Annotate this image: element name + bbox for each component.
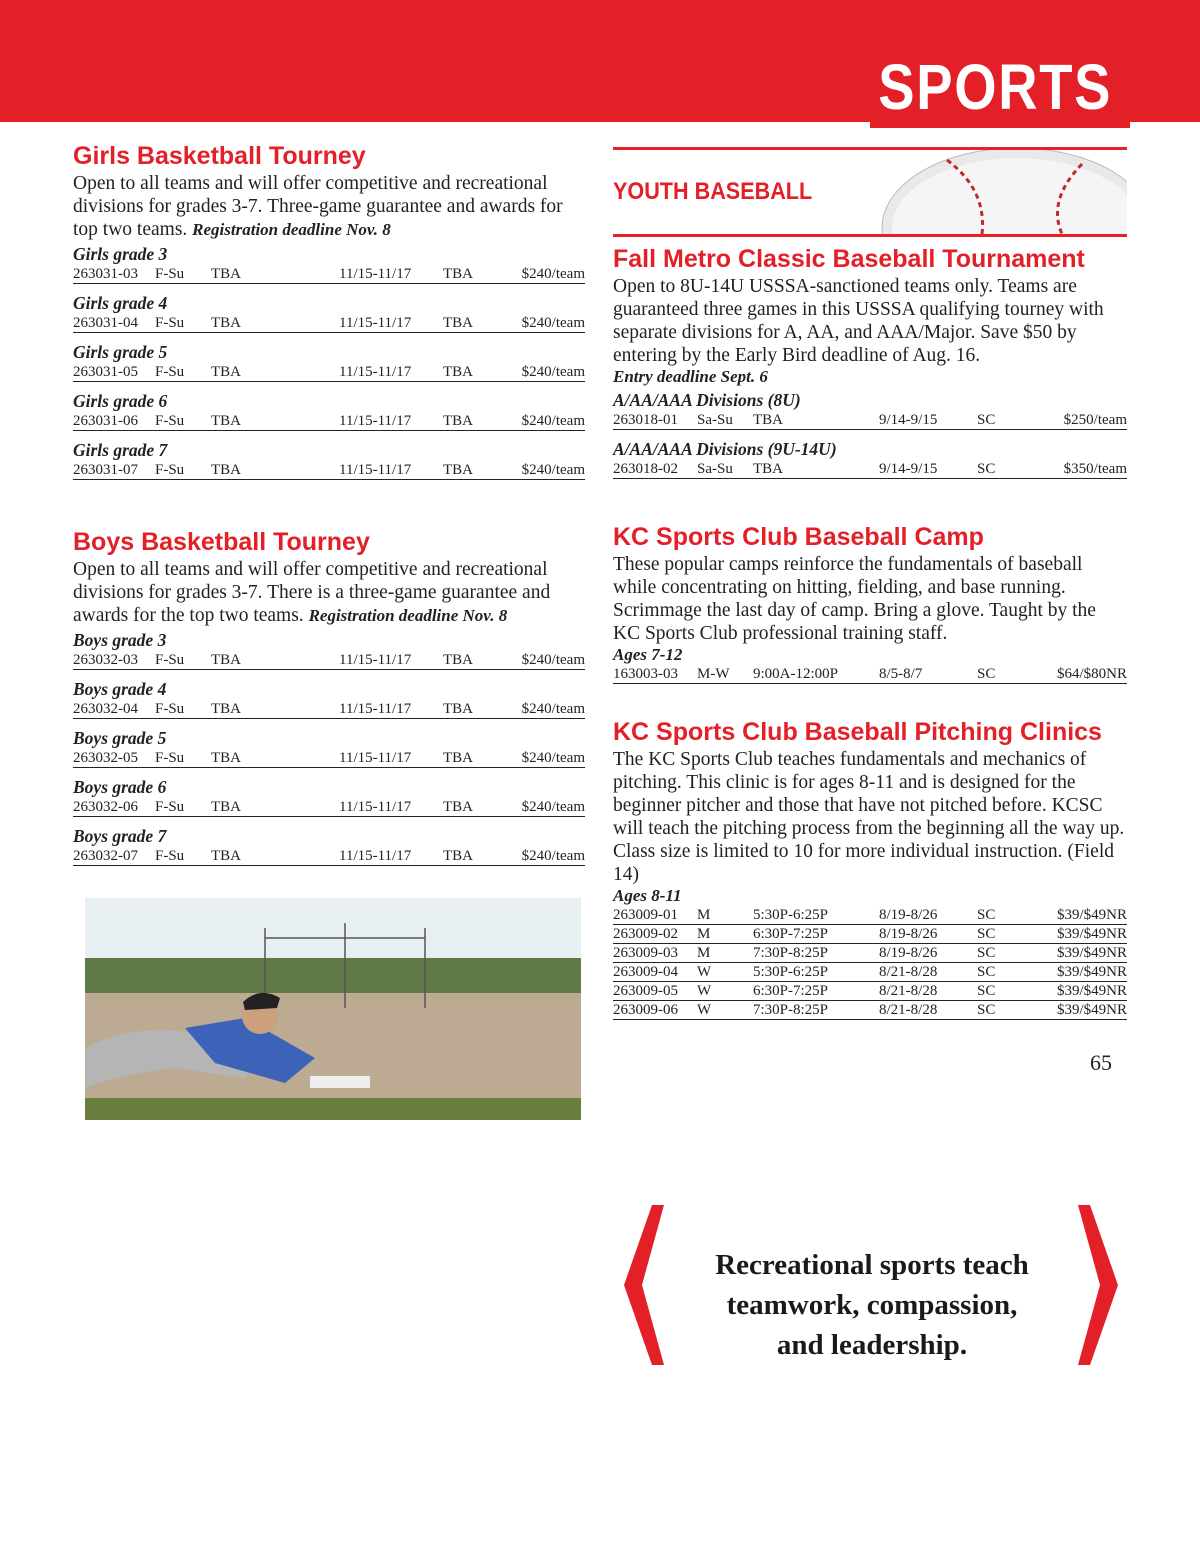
baseball-icon [867, 150, 1127, 234]
girls-tourney-title: Girls Basketball Tourney [73, 142, 366, 170]
group-label: Boys grade 6 [73, 777, 167, 797]
table-row: 263031-05 F-Su TBA 11/15-11/17 TBA $240/team [73, 364, 585, 380]
table-row: 263009-05 W 6:30P-7:25P 8/21-8/28 SC $39/$49NR [613, 983, 1127, 999]
section-title: SPORTS [878, 51, 1112, 123]
table-row: 263032-03 F-Su TBA 11/15-11/17 TBA $240/team [73, 652, 585, 668]
girls-tourney-desc: Open to all teams and will offer competitive and recreational divisions for grades 3-7. Three-game guarantee and awards for top two teams. Registration deadline Nov. 8 [73, 173, 563, 240]
quote-text: Recreational sports teach teamwork, compassion, and leadership. [715, 1249, 1029, 1361]
table-row: 263018-01 Sa-Su TBA 9/14-9/15 SC $250/team [613, 412, 1127, 428]
left-column [73, 140, 585, 872]
table-row: 263031-04 F-Su TBA 11/15-11/17 TBA $240/team [73, 315, 585, 331]
group-label: Boys grade 3 [73, 630, 167, 650]
fall-metro-title: Fall Metro Classic Baseball Tournament [613, 245, 1085, 273]
girls-schedule [73, 243, 585, 486]
boys-tourney [73, 526, 585, 872]
table-row: 263009-01 M 5:30P-6:25P 8/19-8/26 SC $39/$49NR [613, 907, 1127, 923]
camp-title: KC Sports Club Baseball Camp [613, 523, 984, 551]
group-label: A/AA/AAA Divisions (8U) [613, 390, 801, 410]
clinics-schedule [613, 906, 1127, 1020]
group-label: Girls grade 6 [73, 391, 168, 411]
youth-baseball-banner [613, 147, 1127, 237]
table-row: 263031-06 F-Su TBA 11/15-11/17 TBA $240/team [73, 413, 585, 429]
page-number: 65 [1090, 1050, 1112, 1075]
table-row: 263032-07 F-Su TBA 11/15-11/17 TBA $240/team [73, 848, 585, 864]
group-label: Girls grade 4 [73, 293, 168, 313]
clinics-ages: Ages 8-11 [613, 886, 682, 905]
table-row: 263032-05 F-Su TBA 11/15-11/17 TBA $240/team [73, 750, 585, 766]
table-row: 263009-02 M 6:30P-7:25P 8/19-8/26 SC $39/$49NR [613, 926, 1127, 942]
fall-metro-schedule [613, 389, 1127, 485]
camp-ages: Ages 7-12 [613, 645, 683, 664]
photo-visible [85, 898, 581, 1120]
table-row: 263009-04 W 5:30P-6:25P 8/21-8/28 SC $39/$49NR [613, 964, 1127, 980]
boys-tourney-desc: Open to all teams and will offer competitive and recreational divisions for grades 3-7. There is a three-game guarantee and awards for the top two teams. Registration deadline Nov. 8 [73, 559, 551, 626]
fall-metro-deadline: Entry deadline Sept. 6 [613, 367, 768, 386]
pull-quote [612, 1205, 1130, 1365]
table-row: 263009-03 M 7:30P-8:25P 8/19-8/26 SC $39/$49NR [613, 945, 1127, 961]
clinics-desc: The KC Sports Club teaches fundamentals and mechanics of pitching. This clinic is for ages 8-11 and is designed for the beginner pitcher and those that have not pitched before. KCSC will teach the pitching process from the beginning all the way up. Class size is limited to 10 for more individual instruction. (Field 14) [613, 749, 1125, 885]
group-label: Girls grade 7 [73, 440, 168, 460]
group-label: Girls grade 5 [73, 342, 168, 362]
group-label: Boys grade 4 [73, 679, 167, 699]
group-label: Boys grade 7 [73, 826, 167, 846]
table-row: 263018-02 Sa-Su TBA 9/14-9/15 SC $350/team [613, 461, 1127, 477]
youth-baseball-title: YOUTH BASEBALL [613, 178, 813, 205]
clinics-title: KC Sports Club Baseball Pitching Clinics [613, 718, 1102, 746]
right-bracket-icon [1078, 1205, 1118, 1365]
pitching-clinics [613, 716, 1127, 1020]
table-row: 163003-03 M-W 9:00A-12:00P 8/5-8/7 SC $64/$80NR [613, 666, 1127, 682]
table-row: 263031-07 F-Su TBA 11/15-11/17 TBA $240/team [73, 462, 585, 478]
group-label: Girls grade 3 [73, 244, 168, 264]
group-label: Boys grade 5 [73, 728, 167, 748]
baseball-camp [613, 521, 1127, 684]
group-label: A/AA/AAA Divisions (9U-14U) [613, 439, 837, 459]
fall-metro [613, 243, 1127, 485]
left-bracket-icon [624, 1205, 664, 1365]
girls-tourney [73, 140, 585, 486]
fall-metro-desc: Open to 8U-14U USSSA-sanctioned teams only. Teams are guaranteed three games in this USSSA qualifying tourney with separate divisions for A, AA, and AAA/Major. Save $50 by entering by the Early Bird deadline of Aug. 16. [613, 276, 1104, 366]
table-row: 263032-04 F-Su TBA 11/15-11/17 TBA $240/team [73, 701, 585, 717]
camp-desc: These popular camps reinforce the fundamentals of baseball while concentrating on hitting, fielding, and base running. Scrimmage the last day of camp. Bring a glove. Taught by the KC Sports Club professional training staff. [613, 554, 1096, 644]
table-row: 263031-03 F-Su TBA 11/15-11/17 TBA $240/team [73, 266, 585, 282]
right-column [613, 145, 1127, 1020]
table-row: 263009-06 W 7:30P-8:25P 8/21-8/28 SC $39/$49NR [613, 1002, 1127, 1018]
table-row: 263032-06 F-Su TBA 11/15-11/17 TBA $240/team [73, 799, 585, 815]
boys-schedule [73, 629, 585, 872]
boys-tourney-title: Boys Basketball Tourney [73, 528, 370, 556]
